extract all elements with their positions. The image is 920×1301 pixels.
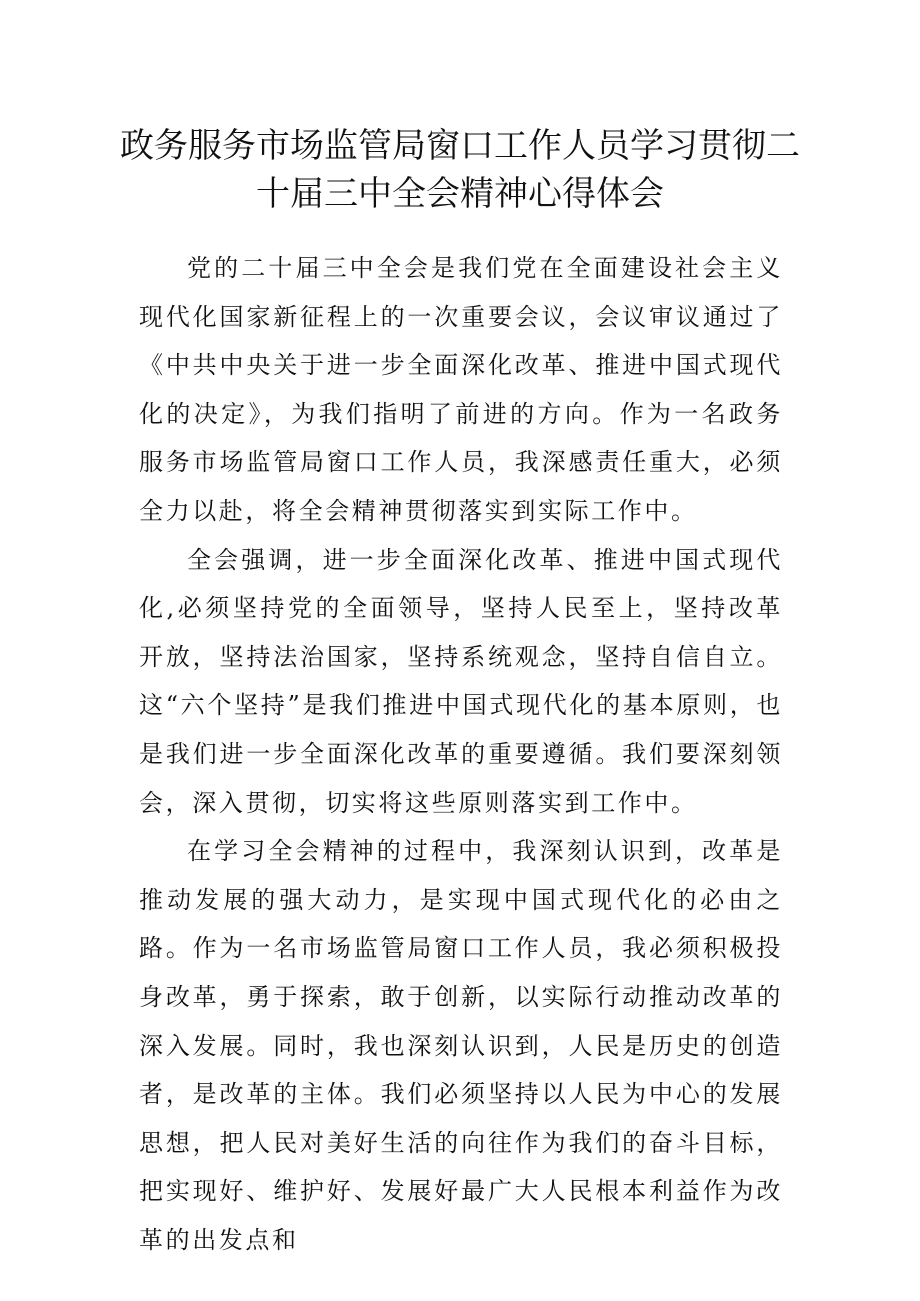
paragraph-3: 在学习全会精神的过程中，我深刻认识到，改革是推动发展的强大动力，是实现中国式现代化的必由之路。作为一名市场监管局窗口工作人员，我必须积极投身改革，勇于探索，敢于创新，以实际行动推动改革的深入发展。同时，我也深刻认识到，人民是历史的创造者，是改革的主体。我们必须坚持以人民为中心的发展思想，把人民对美好生活的向往作为我们的奋斗目标，把实现好、维护好、发展好最广大人民根本利益作为改革的出发点和: [139, 837, 783, 1254]
paragraph-1: 党的二十届三中全会是我们党在全面建设社会主义现代化国家新征程上的一次重要会议，会议审议通过了《中共中央关于进一步全面深化改革、推进中国式现代化的决定》，为我们指明了前进的方向。作为一名政务服务市场监管局窗口工作人员，我深感责任重大，必须全力以赴，将全会精神贯彻落实到实际工作中。: [139, 254, 783, 525]
paragraph-2: 全会强调，进一步全面深化改革、推进中国式现代化,必须坚持党的全面领导，坚持人民至上，坚持改革开放，坚持法治国家，坚持系统观念，坚持自信自立。这“六个坚持”是我们推进中国式现代化的基本原则，也是我们进一步全面深化改革的重要遵循。我们要深刻领会，深入贯彻，切实将这些原则落实到工作中。: [139, 545, 783, 817]
document-title: [100, 122, 820, 218]
document-body: [139, 244, 783, 1264]
title-line-2: 十届三中全会精神心得体会: [256, 174, 664, 214]
title-line-1: 政务服务市场监管局窗口工作人员学习贯彻二: [120, 126, 800, 166]
